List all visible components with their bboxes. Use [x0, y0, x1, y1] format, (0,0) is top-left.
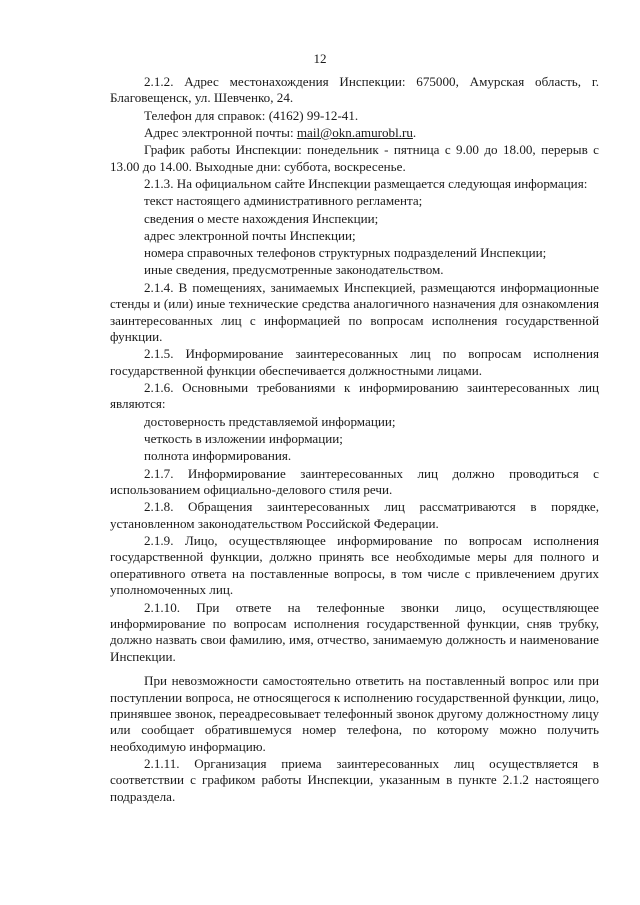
list-item: номера справочных телефонов структурных подразделений Инспекции;: [144, 245, 547, 261]
paragraph: 2.1.2. Адрес местонахождения Инспекции: 675000, Амурская область, г. Благовещенск, ул. Шевченко, 24.: [110, 74, 599, 106]
paragraph: 2.1.11. Организация приема заинтересованных лиц осуществляется в соответствии с графиком работы Инспекции, указанным в пункте 2.1.2 настоящего подраздела.: [110, 756, 599, 804]
email-link[interactable]: mail@okn.amurobl.ru: [296, 125, 413, 140]
paragraph: 2.1.5. Информирование заинтересованных лиц по вопросам исполнения государственной функции обеспечивается должностными лицами.: [110, 346, 599, 378]
email-label: Адрес электронной почты:: [144, 125, 297, 140]
paragraph: 2.1.7. Информирование заинтересованных лиц должно проводиться с использованием официально-делового стиля речи.: [110, 465, 599, 497]
paragraph: График работы Инспекции: понедельник - пятница с 9.00 до 18.00, перерыв с 13.00 до 14.00. Выходные дни: суббота, воскресенье.: [110, 142, 599, 174]
paragraph: 2.1.8. Обращения заинтересованных лиц рассматриваются в порядке, установленном законодательством Российской Федерации.: [110, 499, 599, 531]
email-paragraph: [110, 125, 599, 141]
paragraph: 2.1.3. На официальном сайте Инспекции размещается следующая информация:: [144, 176, 588, 191]
list-item: иные сведения, предусмотренные законодательством.: [144, 262, 444, 278]
paragraph: 2.1.6. Основными требованиями к информированию заинтересованных лиц являются:: [110, 380, 599, 412]
list-item: четкость в изложении информации;: [144, 431, 343, 446]
paragraph: Телефон для справок: (4162) 99-12-41.: [144, 107, 359, 123]
list-item: сведения о месте нахождения Инспекции;: [144, 210, 379, 226]
list-item: адрес электронной почты Инспекции;: [144, 227, 356, 243]
list-item: полнота информирования.: [144, 448, 292, 464]
paragraph: 2.1.9. Лицо, осуществляющее информирование по вопросам исполнения государственной функции, должно принять все необходимые меры для полного и оперативного ответа на поставленные вопросы, в том числе с привлечением других уполномоченных лиц.: [110, 533, 599, 598]
list-item: текст настоящего административного регламента;: [144, 193, 423, 209]
list-item: достоверность представляемой информации;: [144, 413, 396, 429]
paragraph: 2.1.4. В помещениях, занимаемых Инспекцией, размещаются информационные стенды и (или) иные технические средства аналогичного назначения для ознакомления заинтересованных лиц с информацией по вопросам исполнения государственной функции.: [110, 279, 599, 344]
paragraph: При невозможности самостоятельно ответить на поставленный вопрос или при поступлении вопроса, не относящегося к исполнению государственной функции, лицо, принявшее звонок, переадресовывает телефонный звонок другому должностному лицу или сообщает обратившемуся номер телефона, по которому можно получить необходимую информацию.: [110, 673, 599, 754]
paragraph: 2.1.10. При ответе на телефонные звонки лицо, осуществляющее информирование по вопросам исполнения государственной функции, сняв трубку, должно назвать свои фамилию, имя, отчество, занимаемую должность и наименование Инспекции.: [110, 599, 599, 664]
document-body: [110, 74, 599, 806]
email-suffix: .: [412, 125, 417, 140]
page-number: 12: [313, 51, 327, 66]
